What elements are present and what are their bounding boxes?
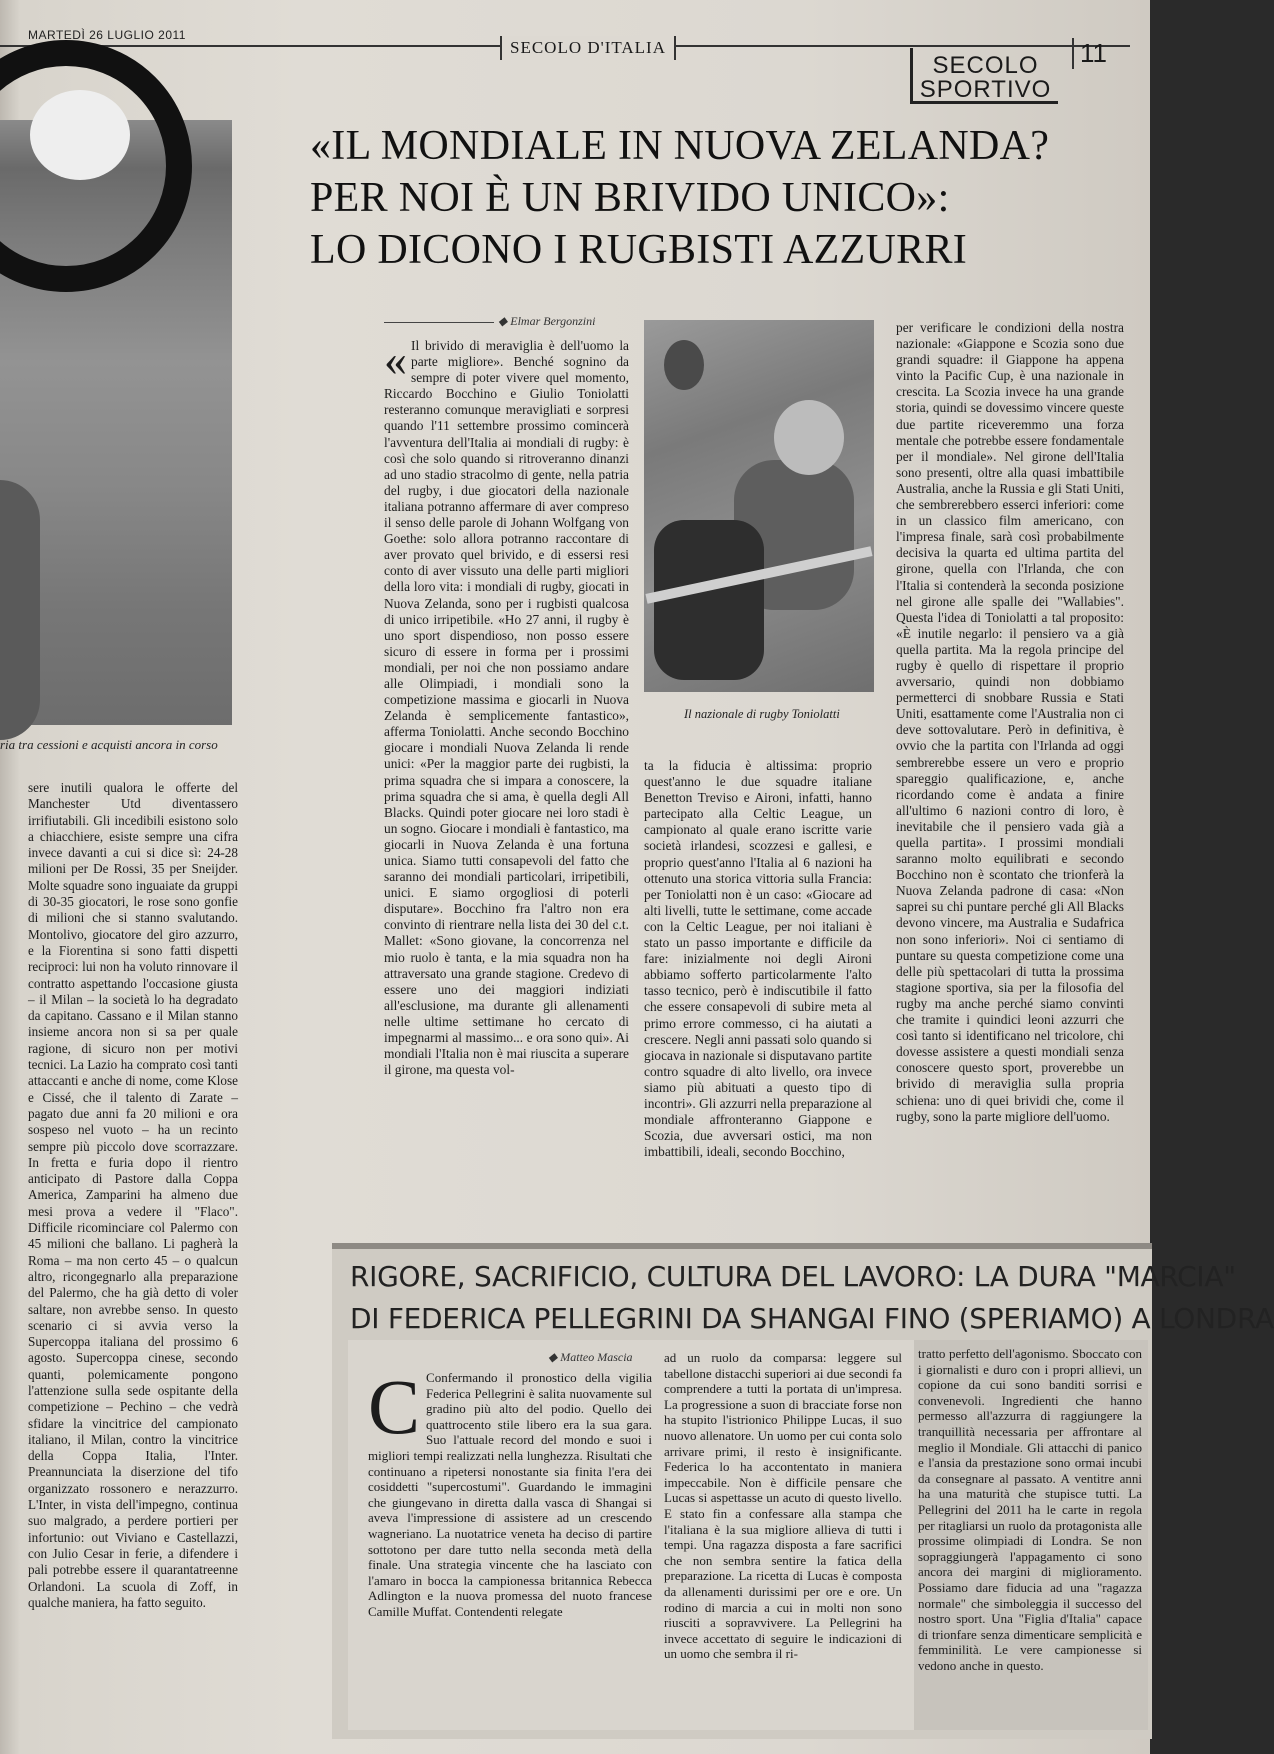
article1-headline-line3: LO DICONO I RUGBISTI AZZURRI <box>310 227 968 273</box>
masthead: SECOLO D'ITALIA <box>500 36 676 60</box>
article2-column-3: tratto perfetto dell'agonismo. Sboccato con i giornalisti e duro con i propri allievi, un copione da cui sono banditi sorrisi e convenevoli. Ingredienti che hanno permesso all'azzurra di raggiungere la tranquillità necessaria per affrontare al meglio il Mondiale. Gli attacchi di panico e l'ansia da prestazione sono ormai incubi da consegnare al passato. A ventitre anni ha una maturità che stupisce tutti. La Pellegrini del 2011 ha le carte in regola per ritagliarsi un ruolo da protagonista alle prossime olimpiadi di Londra. Se non sopraggiungerà l'appagamento ci sono ancora dei margini di miglioramento. Possiamo dare fiducia ad una "ragazza normale" che simboleggia il successo del nostro sport. Una "Figlia d'Italia" capace di trionfare senza dimenticare semplicità e femminilità. Le vere campionesse si vedono anche in questo. <box>918 1346 1142 1673</box>
issue-date: MARTEDÌ 26 LUGLIO 2011 <box>28 28 186 42</box>
article1-headline-line2: PER NOI È UN BRIVIDO UNICO»: <box>310 175 950 221</box>
article2-headline <box>350 1256 1274 1340</box>
rugby-player-photo <box>644 320 874 692</box>
article1-byline: ◆ Elmar Bergonzini <box>384 314 595 329</box>
article2-column-2: ad un ruolo da comparsa: leggere sul tabellone distacchi superiori ai due secondi fa comprendere a tutti la portata di un'impresa. La progressione a suon di bracciate forse non ha stupito l'istrionico Philippe Lucas, il suo nuovo allenatore. Un uomo per cui conta solo arrivare primi, il resto è insignificante. Federica lo ha accontentato in maniera impeccabile. Non è difficile pensare che Lucas si aspettasse un acuto di questo livello. E stato fin a confessare alla stampa che l'italiana è la sua migliore allieva di tutti i tempi. Una ragazza disposta a fare sacrifici che non sembra sentire la fatica della preparazione. La ricetta di Lucas è composta da allenamenti durissimi per ore e ore. Un rodino di marcia a cui in molti non sono riusciti a sopravvivere. La Pellegrini ha invece accettato di seguire le indicazioni di un uomo che sembra il ri- <box>664 1350 902 1662</box>
article2-byline: ◆ Matteo Mascia <box>548 1350 633 1364</box>
byline-rule <box>384 322 494 323</box>
photo-figure-head <box>664 340 704 390</box>
photo-figure-tackler <box>654 520 764 680</box>
left-photo-caption: ria tra cessioni e acquisti ancora in corso <box>0 737 218 752</box>
article1-column-2: ta la fiducia è altissima: proprio quest'anno le due squadre italiane Benetton Treviso e Aironi, infatti, hanno partecipato alla Celtic League, un campionato al quale erano iscritte varie società irlandesi, scozzesi e gallesi, e proprio quest'anno l'Italia al 6 nazioni ha ottenuto una storica vittoria sulla Francia: per Toniolatti non è un caso: «Giocare ad alti livelli, tutte le settimane, come accade con la Celtic League, per noi italiani è stato un passo importante e difficile da fare: inizialmente noi degli Aironi abbiamo sofferto particolarmente l'alto tasso tecnico, però è indiscutibile il fatto che essere consapevoli di subire meta al primo errore commesso, ci ha aiutati a crescere. Negli anni passati solo quando si giocava in nazionale si disputavano partite contro squadre di alto livello, ora invece siamo più abituati a questo tipo di incontri». Gli azzurri nella preparazione al mondiale affronteranno Giappone e Scozia, due avversari ostici, ma non imbattibili, ideali, secondo Bocchino, <box>644 758 872 1160</box>
article2-author: Matteo Mascia <box>560 1350 633 1364</box>
article1-column-3: per verificare le condizioni della nostra nazionale: «Giappone e Scozia sono due grandi squadre: il Giappone ha appena vinto la Pacific Cup, è una nazionale in crescita. La Scozia invece ha una grande storia, quindi se dovessimo vincere queste due partite riceveremmo una forza mentale che potrebbe essere fondamentale per il mondiale». Nel girone dell'Italia sono presenti, oltre alla quasi imbattibile Australia, anche la Russia e gli Stati Uniti, che sembrerebbero esserci inferiori: come in un classico film americano, con l'impresa finale, sarà così probabilmente decisiva la quarta ed ultima partita del girone, quella con l'Irlanda, che con l'Italia si contenderà la seconda posizione nel girone alle spalle dei "Wallabies". Questa l'idea di Toniolatti a tal proposito: «È inutile negarlo: il pensiero va a già quella partita. Ma la regola principe del rugby è quello di rispettare il proprio avversario, quindi non dobbiamo permetterci di snobbare Russia e Stati Uniti, esattamente come l'Australia non ci deve sottovalutare. Però in definitiva, è ovvio che la partita con l'Irlanda ad oggi sembrerebbe essere un vero e proprio spareggio qualificazione, e, anche ricordando come è andata a finire all'ultimo 6 nazioni contro di loro, è inevitabile che il pensiero vada già a quella partita». I prossimi mondiali saranno molto equilibrati e secondo Bocchino non è scontato che trionferà la Nuova Zelanda padrone di casa: «Non saprei su chi puntare perché gli All Blacks devono vincere, ma Australia e Sudafrica non sono inferiori». Noi ci sentiamo di puntare su questa competizione come una delle più spettacolari di tutta la prossima stagione sportiva, sia per la filosofia del rugby ma anche perché siamo convinti che tramite i quindici leoni azzurri che così tanto si identificano nel tricolore, chi dovesse assistere a questi mondiali senza conoscere questo sport, proverebbe un brivido di meraviglia sulla propria schiena: uno di quei brividi che, come il rugby, sono la parte migliore dell'uomo. <box>896 320 1124 1124</box>
article2-headline-line2: DI FEDERICA PELLEGRINI DA SHANGAI FINO (SPERIAMO) A LONDRA <box>350 1302 1274 1335</box>
rugby-photo-caption: Il nazionale di rugby Toniolatti <box>684 707 840 721</box>
left-photo <box>0 120 232 725</box>
article2-column-1 <box>368 1363 652 1730</box>
article1-headline-line1: «IL MONDIALE IN NUOVA ZELANDA? <box>310 123 1050 169</box>
page-number: 11 <box>1072 38 1107 69</box>
section-label-line1: SECOLO <box>932 52 1039 79</box>
photo-figure-head-bald <box>774 400 844 475</box>
section-label-line2: SPORTIVO <box>919 76 1052 103</box>
left-column-text: sere inutili qualora le offerte del Manchester Utd diventassero irrifiutabili. Gli incedibili esistono solo a chiacchiere, esiste sempre una cifra invece davanti a cui si dice sì: 24-28 milioni per De Rossi, 35 per Sneijder. Molte squadre sono inguaiate da gruppi di 30-35 giocatori, le rose sono gonfie di milioni che si stanno svalutando. Montolivo, giocatore del giro azzurro, e la Fiorentina si sono fatti dispetti reciproci: lui non ha voluto rinnovare il contratto aspettando l'occasione giusta – il Milan – la società lo ha degradato da capitano. Cassano e il Milan stanno insieme ancora non si sa per quale ragione, di sicuro non per motivi tecnici. La Lazio ha comprato così tanti attaccanti e anche di nome, come Klose e Cissé, che il talento di Zarate – pagato due anni fa 20 milioni e ora sospeso nel vuoto – ha un recinto sempre più piccolo dove scorrazzare. In fretta e furia dopo il rientro anticipato di Pastore dalla Coppa America, Zamparini ha almeno due mesi prova a vedere il "Flaco". Difficile ricominciare col Palermo con 45 milioni che ballano. Li pagherà la Roma – ma non certo 45 – o qualcun altro, ricongegnarlo alla preparazione del Palermo, che ha già detto di voler saltare, non avrebbe senso. In questo scenario ci si avvia verso la Supercoppa italiana del prossimo 6 agosto. Supercoppa cinese, secondo quanti, polemicamente pongono l'attenzione sulla sede ospitante della competizione – Pechino – che vedrà sfidare la vincitrice del campionato italiano, il Milan, contro la vincitrice della Coppa Italia, l'Inter. Preannunciata la diserzione del tifo organizzato rossonero e nerazzurro. L'Inter, in vista dell'impegno, continua suo malgrado, a perdere portieri per infortunio: out Viviano e Castellazzi, con Julio Cesar in ferie, a difendere i pali potrebbe essere il quarantatreenne Orlandoni. La scuola di Zoff, in qualche maniera, ha fatto seguito. <box>28 780 238 1610</box>
left-photo-arm-shape <box>0 480 40 740</box>
article2-headline-line1: RIGORE, SACRIFICIO, CULTURA DEL LAVORO: LA DURA "MARCIA" <box>350 1260 1236 1293</box>
opening-quote-mark: « <box>384 334 407 385</box>
drop-cap: C <box>368 1363 421 1450</box>
section-label <box>910 48 1058 104</box>
article1-column-1-text: Il brivido di meraviglia è dell'uomo la parte migliore». Benché sognino da sempre di poter vivere quel momento, Riccardo Bocchino e Giulio Toniolatti resteranno comunque meravigliati e sorpresi quando l'11 settembre prossimo comincerà l'avventura dell'Italia ai mondiali di rugby: è così che solo quando si ritroveranno dinanzi ad uno stadio stracolmo di gente, nella patria del rugby, i due giocatori della nazionale italiana potranno affermare di aver compreso il senso delle parole di Johann Wolfgang von Goethe: solo allora potranno raccontare di aver provato quel brivido, e di essersi resi conto di aver vissuto una delle parti migliori della loro vita: i mondiali di rugby, giocati in Nuova Zelanda, sono per i rugbisti qualcosa di unico irripetibile. «Ho 27 anni, il rugby è uno sport dispendioso, non posso essere sicuro di essere in forma per i prossimi mondiali, per noi che non possiamo andare alle Olimpiadi, i mondiali sono la competizione massima e giocarli in Nuova Zelanda è semplicemente fantastico», afferma Toniolatti. Anche secondo Bocchino giocare i mondiali Nuova Zelanda li rende unici: «Per la maggior parte dei rugbisti, la prima squadra che si impara a conoscere, la prima squadra che si ama, è quella degli All Blacks. Quindi poter giocare nei loro stadi è un sogno. Giocare i mondiali è fantastico, ma giocarli in Nuova Zelanda è una fortuna unica. Siamo tutti consapevoli del fatto che saranno dei mondiali particolari, irripetibili, unici. E siamo orgogliosi di poterli disputare». Bocchino fra l'altro non era convinto di rientrare nella lista dei 30 del c.t. Mallet: «Sono giovane, la concorrenza nel mio ruolo è tanta, e la mia squadra non ha attraversato una grande stagione. Credevo di essere uno dei maggiori indiziati all'esclusione, ma durante gli allenamenti nelle ultime settimane ho cercato di impegnarmi al massimo... e ora sono qui». Ai mondiali l'Italia non è mai riuscita a superare il girone, ma questa vol- <box>384 338 629 1078</box>
article2-column-1-text: Confermando il pronostico della vigilia Federica Pellegrini è salita nuovamente sul gradino più alto del podio. Quello dei quattrocento stile libero era la sua gara. Suo l'attuale record del mondo e suoi i migliori tempi realizzati nella lunghezza. Risultati che continuano a ripetersi nonostante sia finita l'era dei cosiddetti "supercostumi". Guardando le immagini che giungevano in diretta dalla vasca di Shangai si aveva l'impressione di assistere ad un crescendo wagneriano. La nuotatrice veneta ha deciso di partire sottotono per dare tutto nella seconda metà della finale. Una strategia vincente che ha lasciato con l'amaro in bocca la campionessa britannica Rebecca Adlington e la nuova promessa del nuoto francese Camille Muffat. Contendenti relegate <box>368 1370 652 1619</box>
article1-author: Elmar Bergonzini <box>510 314 596 328</box>
article1-headline <box>310 120 1130 276</box>
left-photo-highlight-shape <box>30 90 130 180</box>
